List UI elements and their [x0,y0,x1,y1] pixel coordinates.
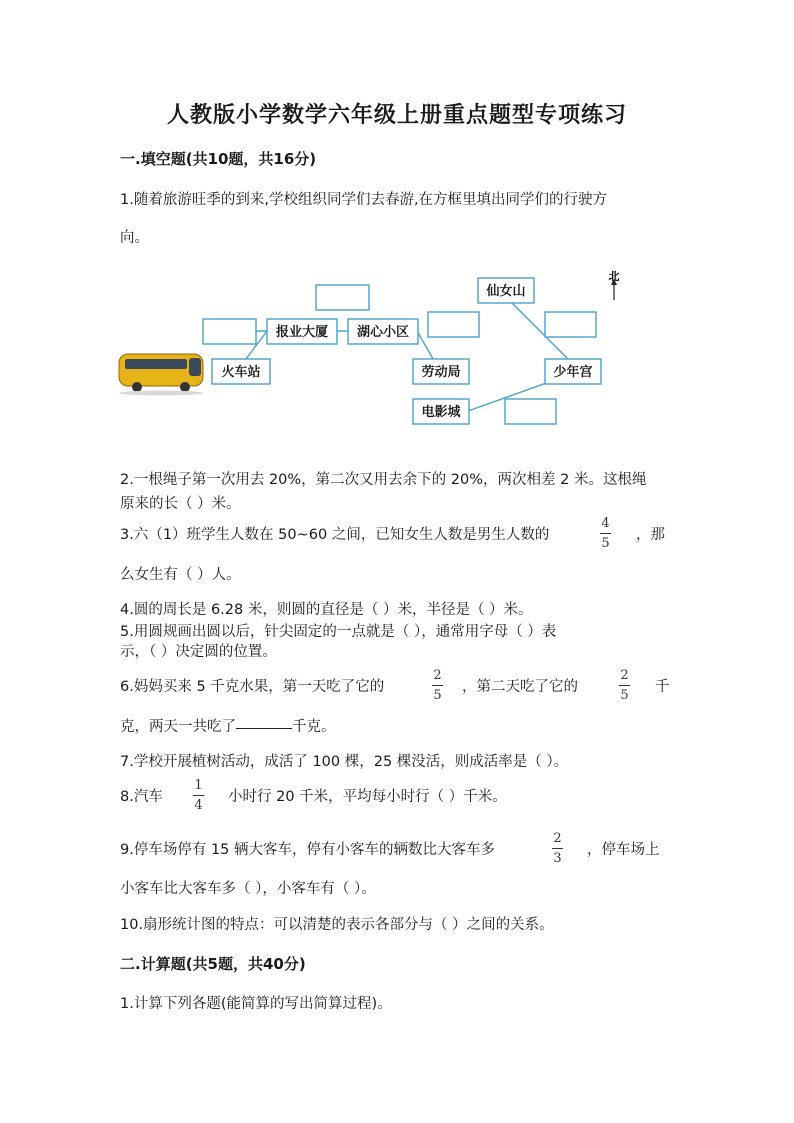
route-map-diagram [115,268,645,433]
q6-frac2-num: 2 [620,668,629,683]
answer-box-north[interactable] [316,285,369,310]
q6-part3: 千 [655,679,670,695]
q1-line1: 1.随着旅游旺季的到来,学校组织同学们去春游,在方框里填出同学们的行驶方 [120,192,608,208]
q6-frac2-den: 5 [620,688,629,703]
q3-fraction [600,516,611,551]
q6-part1: 6.妈妈买来 5 千克水果，第一天吃了它的 [120,679,385,695]
q3-line1-end: ，那 [636,527,665,543]
q6-fraction-2 [619,668,630,703]
q6-answer-blank[interactable] [236,727,292,729]
q2-line2: 原来的长（ ）米。 [120,496,241,512]
q6-frac1-num: 2 [433,668,442,683]
q9-line1: 9.停车场停有 15 辆大客车，停有小客车的辆数比大客车多 [120,842,496,858]
q9-frac-num: 2 [553,831,562,846]
place-youth-palace: 少年宫 [553,365,593,380]
q8-part1: 8.汽车 [120,789,163,805]
section-fill-in-heading: 一.填空题(共10题，共16分) [120,150,317,168]
answer-box-southeast-1[interactable] [428,312,479,337]
q9-fraction [552,831,563,866]
q5-line1: 5.用圆规画出圆以后，针尖固定的一点就是（ ），通常用字母（ ）表 [120,624,557,640]
place-labor-bureau: 劳动局 [421,365,461,380]
q6-part2: ，第二天吃了它的 [462,679,578,695]
q6-line2-end: 千克。 [292,719,336,735]
q8-frac-num: 1 [194,778,203,793]
answer-box-west[interactable] [203,319,256,344]
section-calculation-heading: 二.计算题(共5题，共40分) [120,955,306,973]
q5-line2: 示，（ ）决定圆的位置。 [120,644,277,660]
bus-icon [119,354,203,396]
q6-line2-start: 克，两天一共吃了 [120,719,236,735]
calc-q1: 1.计算下列各题(能简算的写出简算过程)。 [120,996,392,1012]
q6-fraction-1 [432,668,443,703]
place-newspaper-building: 报业大厦 [275,325,329,340]
answer-box-northeast[interactable] [545,312,596,337]
q3-frac-den: 5 [601,536,610,551]
place-lakeside-community: 湖心小区 [356,325,410,340]
q4: 4.圆的周长是 6.28 米，则圆的直径是（ ）米，半径是（ ）米。 [120,602,533,618]
q6-frac1-den: 5 [433,688,442,703]
q7: 7.学校开展植树活动，成活了 100 棵，25 棵没活，则成活率是（ ）。 [120,754,569,770]
place-train-station: 火车站 [221,365,261,380]
q8-fraction [193,778,204,813]
q9-frac-den: 3 [553,851,562,866]
page-title: 人教版小学数学六年级上册重点题型专项练习 [166,102,627,128]
q8-part2: 小时行 20 千米，平均每小时行（ ）千米。 [228,789,507,805]
q3-frac-num: 4 [601,516,610,531]
q8-frac-den: 4 [194,798,203,813]
q3-line1: 3.六（1）班学生人数在 50~60 之间，已知女生人数是男生人数的 [120,527,550,543]
answer-box-east[interactable] [505,399,556,424]
place-fairy-mountain: 仙女山 [486,284,526,299]
q10: 10.扇形统计图的特点：可以清楚的表示各部分与（ ）之间的关系。 [120,917,554,933]
place-cinema: 电影城 [421,405,461,420]
q1-line2: 向。 [120,230,149,246]
q2-line1: 2.一根绳子第一次用去 20%，第二次又用去余下的 20%，两次相差 2 米。这根绳 [120,472,647,488]
q9-line2: 小客车比大客车多（ ），小客车有（ ）。 [120,881,376,897]
q9-line1-end: ，停车场上 [587,842,660,858]
q3-line2: 么女生有（ ）人。 [120,567,241,583]
north-label: 北 [608,270,620,283]
q6-line2 [120,715,336,736]
